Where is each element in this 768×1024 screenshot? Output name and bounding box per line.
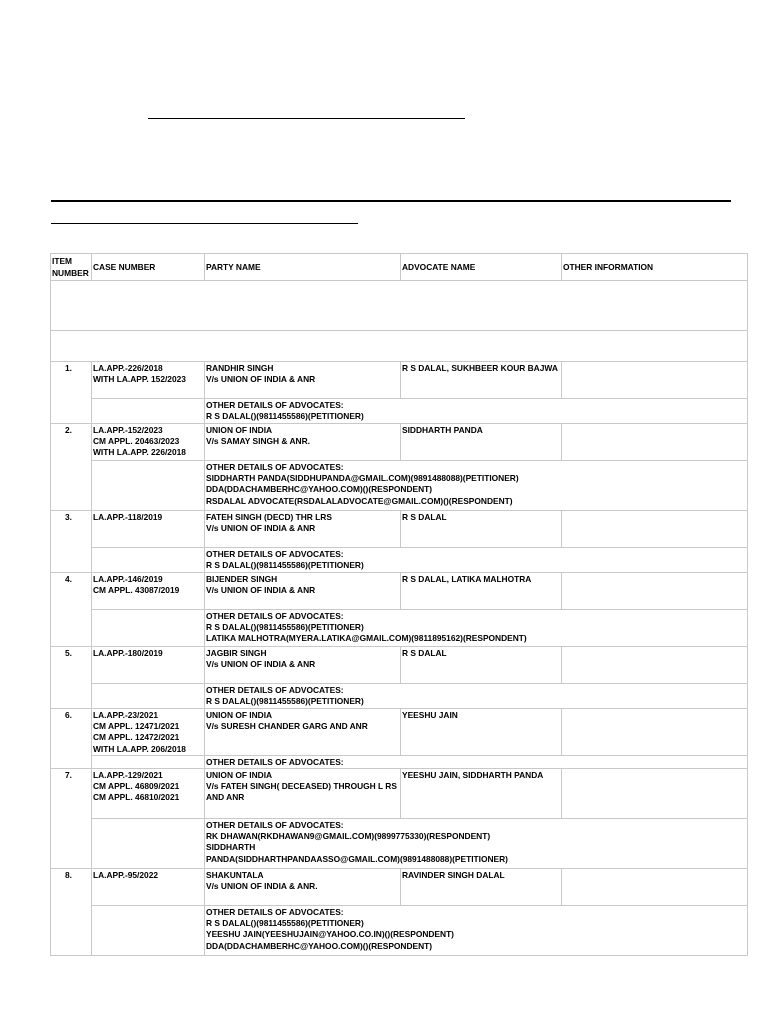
advocate-detail: SIDDHARTH <box>206 842 256 853</box>
blank-cell <box>51 281 748 331</box>
title-underline <box>148 118 465 119</box>
cause-list-table <box>50 253 748 956</box>
advocate-name: SIDDHARTH PANDA <box>401 424 562 461</box>
other-information <box>562 769 748 819</box>
case-number: LA.APP.-23/2021 <box>93 710 159 720</box>
advocate-details-row <box>51 906 748 956</box>
other-information <box>562 869 748 906</box>
advocate-details-row <box>51 461 748 511</box>
advocate-details-label: OTHER DETAILS OF ADVOCATES: <box>206 549 344 559</box>
advocate-details-row <box>51 399 748 424</box>
advocate-details-spacer <box>92 819 205 869</box>
advocate-details <box>205 548 748 573</box>
other-information <box>562 573 748 610</box>
header-party-name: PARTY NAME <box>205 254 401 281</box>
case-row <box>51 573 748 610</box>
advocate-details <box>205 399 748 424</box>
item-number: 1. <box>51 362 92 424</box>
case-number-cell <box>92 769 205 819</box>
case-number: WITH LA.APP. 226/2018 <box>93 447 186 458</box>
advocate-detail: R S DALAL()(9811455586)(PETITIONER) <box>206 411 364 422</box>
party-name: V/s UNION OF INDIA & ANR. <box>206 881 318 892</box>
case-row <box>51 769 748 819</box>
advocate-details <box>205 819 748 869</box>
case-row <box>51 424 748 461</box>
party-name: V/s SURESH CHANDER GARG AND ANR <box>206 721 368 732</box>
blank-cell <box>51 331 748 362</box>
case-number: CM APPL. 46809/2021 <box>93 781 180 792</box>
party-name: V/s UNION OF INDIA & ANR <box>206 585 316 596</box>
case-number-cell <box>92 573 205 610</box>
header-divider <box>51 200 731 202</box>
advocate-detail: SIDDHARTH PANDA(SIDDHUPANDA@GMAIL.COM)(9891488088)(PETITIONER) <box>206 473 519 484</box>
advocate-details-spacer <box>92 610 205 647</box>
advocate-details-row <box>51 610 748 647</box>
other-information <box>562 709 748 756</box>
party-name: UNION OF INDIA <box>206 710 273 720</box>
advocate-details-row <box>51 819 748 869</box>
advocate-name: R S DALAL, SUKHBEER KOUR BAJWA <box>401 362 562 399</box>
advocate-details-label: OTHER DETAILS OF ADVOCATES: <box>206 685 344 695</box>
advocate-detail: RSDALAL ADVOCATE(RSDALALADVOCATE@GMAIL.COM)()(RESPONDENT) <box>206 495 513 506</box>
case-number-cell <box>92 869 205 906</box>
advocate-details <box>205 906 748 956</box>
advocate-details-spacer <box>92 906 205 956</box>
case-row <box>51 647 748 684</box>
other-information <box>562 511 748 548</box>
party-name-cell <box>205 362 401 399</box>
header-advocate-name: ADVOCATE NAME <box>401 254 562 281</box>
advocate-detail: DDA(DDACHAMBERHC@YAHOO.COM)()(RESPONDENT) <box>206 940 433 951</box>
case-number: CM APPL. 12471/2021 <box>93 721 180 732</box>
item-number: 4. <box>51 573 92 647</box>
advocate-details-row <box>51 548 748 573</box>
case-number: CM APPL. 43087/2019 <box>93 585 180 596</box>
party-name: FATEH SINGH (DECD) THR LRS <box>206 512 332 522</box>
case-row <box>51 362 748 399</box>
case-number: LA.APP.-152/2023 <box>93 425 163 435</box>
party-name: JAGBIR SINGH <box>206 648 267 658</box>
case-row <box>51 869 748 906</box>
party-name: V/s UNION OF INDIA & ANR <box>206 659 316 670</box>
case-number: LA.APP.-118/2019 <box>93 512 163 522</box>
case-number: LA.APP.-129/2021 <box>93 770 163 781</box>
advocate-detail: DDA(DDACHAMBERHC@YAHOO.COM)()(RESPONDENT) <box>206 484 433 495</box>
case-number: LA.APP.-226/2018 <box>93 363 163 373</box>
advocate-details-spacer <box>92 399 205 424</box>
advocate-detail: RK DHAWAN(RKDHAWAN9@GMAIL.COM)(9899775330)(RESPONDENT) <box>206 831 491 842</box>
party-name-cell <box>205 769 401 819</box>
case-number-cell <box>92 511 205 548</box>
cause-list-body <box>51 254 748 956</box>
party-name-cell <box>205 709 401 756</box>
item-number: 7. <box>51 769 92 869</box>
advocate-detail: PANDA(SIDDHARTHPANDAASSO@GMAIL.COM)(9891488088)(PETITIONER) <box>206 853 508 864</box>
blank-row <box>51 281 748 331</box>
case-number: WITH LA.APP. 206/2018 <box>93 743 186 754</box>
case-number-cell <box>92 709 205 756</box>
table-header-row <box>51 254 748 281</box>
case-number-cell <box>92 424 205 461</box>
advocate-detail: LATIKA MALHOTRA(MYERA.LATIKA@GMAIL.COM)(9811895162)(RESPONDENT) <box>206 633 527 644</box>
advocate-detail: R S DALAL()(9811455586)(PETITIONER) <box>206 622 364 633</box>
advocate-detail: R S DALAL()(9811455586)(PETITIONER) <box>206 918 364 929</box>
party-name-cell <box>205 511 401 548</box>
advocate-name: R S DALAL, LATIKA MALHOTRA <box>401 573 562 610</box>
advocate-details <box>205 610 748 647</box>
advocate-name: R S DALAL <box>401 511 562 548</box>
advocate-details-label: OTHER DETAILS OF ADVOCATES: <box>206 907 344 918</box>
advocate-detail: R S DALAL()(9811455586)(PETITIONER) <box>206 696 364 707</box>
item-number: 6. <box>51 709 92 769</box>
advocate-detail: R S DALAL()(9811455586)(PETITIONER) <box>206 560 364 571</box>
blank-row <box>51 331 748 362</box>
advocate-details-spacer <box>92 755 205 768</box>
other-information <box>562 647 748 684</box>
advocate-detail: YEESHU JAIN(YEESHUJAIN@YAHOO.CO.IN)()(RESPONDENT) <box>206 929 454 940</box>
party-name-cell <box>205 647 401 684</box>
party-name: V/s FATEH SINGH( DECEASED) THROUGH L RS <box>206 781 397 792</box>
advocate-details <box>205 461 748 511</box>
advocate-details-spacer <box>92 684 205 709</box>
advocate-details-label: OTHER DETAILS OF ADVOCATES: <box>206 611 344 621</box>
advocate-name: YEESHU JAIN, SIDDHARTH PANDA <box>401 769 562 819</box>
case-number: LA.APP.-146/2019 <box>93 574 163 584</box>
advocate-details-row <box>51 684 748 709</box>
advocate-details-label: OTHER DETAILS OF ADVOCATES: <box>206 400 344 410</box>
subtitle-underline <box>51 223 358 224</box>
case-number: CM APPL. 46810/2021 <box>93 792 180 803</box>
case-number-cell <box>92 362 205 399</box>
advocate-name: RAVINDER SINGH DALAL <box>401 869 562 906</box>
advocate-details-label: OTHER DETAILS OF ADVOCATES: <box>206 820 344 831</box>
party-name: RANDHIR SINGH <box>206 363 274 373</box>
party-name: AND ANR <box>206 792 245 803</box>
party-name: UNION OF INDIA <box>206 425 273 435</box>
advocate-name: R S DALAL <box>401 647 562 684</box>
item-number: 2. <box>51 424 92 511</box>
item-number: 5. <box>51 647 92 709</box>
case-number: CM APPL. 12472/2021 <box>93 732 180 743</box>
item-number: 3. <box>51 511 92 573</box>
case-number: CM APPL. 20463/2023 <box>93 436 180 447</box>
advocate-details <box>205 684 748 709</box>
other-information <box>562 362 748 399</box>
advocate-details-spacer <box>92 461 205 511</box>
item-number: 8. <box>51 869 92 956</box>
party-name: BIJENDER SINGH <box>206 574 278 584</box>
header-case-number: CASE NUMBER <box>92 254 205 281</box>
case-number-cell <box>92 647 205 684</box>
advocate-details-label: OTHER DETAILS OF ADVOCATES: <box>206 756 344 767</box>
party-name-cell <box>205 573 401 610</box>
party-name: V/s SAMAY SINGH & ANR. <box>206 436 310 447</box>
case-row <box>51 709 748 756</box>
party-name: V/s UNION OF INDIA & ANR <box>206 374 316 385</box>
case-row <box>51 511 748 548</box>
party-name-cell <box>205 424 401 461</box>
party-name: UNION OF INDIA <box>206 770 273 781</box>
advocate-details-label: OTHER DETAILS OF ADVOCATES: <box>206 462 344 472</box>
header-other-information: OTHER INFORMATION <box>562 254 748 281</box>
case-number: WITH LA.APP. 152/2023 <box>93 374 186 385</box>
party-name: V/s UNION OF INDIA & ANR <box>206 523 316 534</box>
case-number: LA.APP.-95/2022 <box>93 870 159 881</box>
advocate-name: YEESHU JAIN <box>401 709 562 756</box>
header-item-number: ITEM NUMBER <box>51 254 92 281</box>
party-name: SHAKUNTALA <box>206 870 264 881</box>
case-number: LA.APP.-180/2019 <box>93 648 163 658</box>
other-information <box>562 424 748 461</box>
advocate-details-spacer <box>92 548 205 573</box>
party-name-cell <box>205 869 401 906</box>
advocate-details-row <box>51 755 748 768</box>
advocate-details <box>205 755 748 768</box>
